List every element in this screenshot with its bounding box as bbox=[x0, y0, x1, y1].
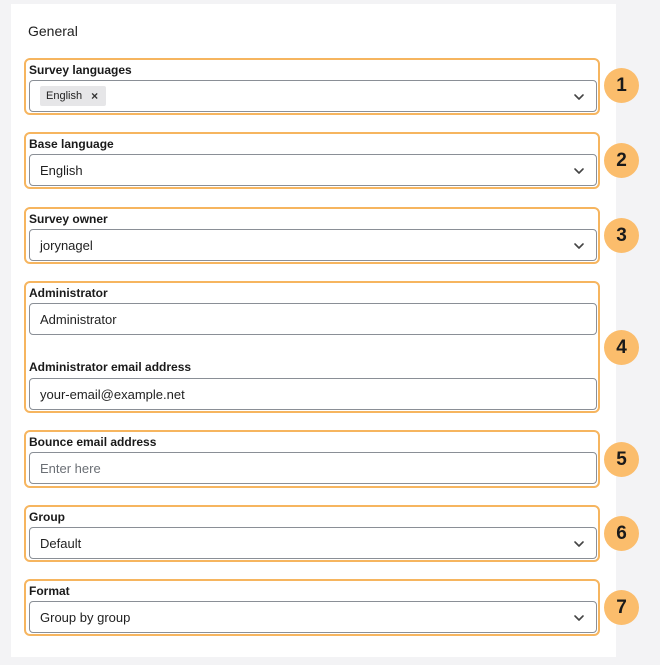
callout-badge-2: 2 bbox=[604, 143, 639, 178]
section-title: General bbox=[28, 23, 78, 39]
survey-owner-value: jorynagel bbox=[40, 237, 93, 253]
language-chip bbox=[40, 86, 106, 106]
administrator-label: Administrator bbox=[29, 286, 108, 300]
close-icon[interactable]: × bbox=[91, 89, 99, 103]
callout-badge-4: 4 bbox=[604, 330, 639, 365]
base-language-value: English bbox=[40, 162, 83, 178]
callout-badge-3: 3 bbox=[604, 218, 639, 253]
chevron-down-icon[interactable] bbox=[572, 164, 586, 178]
language-chip-label: English bbox=[46, 90, 83, 102]
survey-owner-group bbox=[24, 207, 600, 264]
base-language-group bbox=[24, 132, 600, 189]
administrator-email-value: your-email@example.net bbox=[40, 386, 185, 402]
group-label: Group bbox=[29, 510, 65, 524]
format-group bbox=[24, 579, 600, 636]
callout-badge-6: 6 bbox=[604, 516, 639, 551]
group-select[interactable] bbox=[29, 527, 597, 559]
chevron-down-icon[interactable] bbox=[572, 611, 586, 625]
bounce-email-label: Bounce email address bbox=[29, 435, 157, 449]
survey-languages-label: Survey languages bbox=[29, 63, 132, 77]
bounce-email-placeholder: Enter here bbox=[40, 460, 101, 476]
base-language-select[interactable] bbox=[29, 154, 597, 186]
format-select[interactable] bbox=[29, 601, 597, 633]
callout-badge-7: 7 bbox=[604, 590, 639, 625]
bounce-email-group bbox=[24, 430, 600, 488]
format-value: Group by group bbox=[40, 609, 131, 625]
chevron-down-icon[interactable] bbox=[572, 537, 586, 551]
base-language-label: Base language bbox=[29, 137, 114, 151]
administrator-email-label: Administrator email address bbox=[29, 360, 192, 374]
administrator-input[interactable] bbox=[29, 303, 597, 335]
chevron-down-icon[interactable] bbox=[572, 90, 586, 104]
administrator-email-input[interactable] bbox=[29, 378, 597, 410]
callout-badge-1: 1 bbox=[604, 68, 639, 103]
format-label: Format bbox=[29, 584, 70, 598]
group-value: Default bbox=[40, 535, 82, 551]
survey-owner-label: Survey owner bbox=[29, 212, 108, 226]
bounce-email-input[interactable] bbox=[29, 452, 597, 484]
chevron-down-icon[interactable] bbox=[572, 239, 586, 253]
survey-languages-group bbox=[24, 58, 600, 115]
survey-languages-select[interactable] bbox=[29, 80, 597, 112]
survey-owner-select[interactable] bbox=[29, 229, 597, 261]
callout-badge-5: 5 bbox=[604, 442, 639, 477]
administrator-group bbox=[24, 281, 600, 413]
administrator-value: Administrator bbox=[40, 311, 117, 327]
group-group bbox=[24, 505, 600, 562]
